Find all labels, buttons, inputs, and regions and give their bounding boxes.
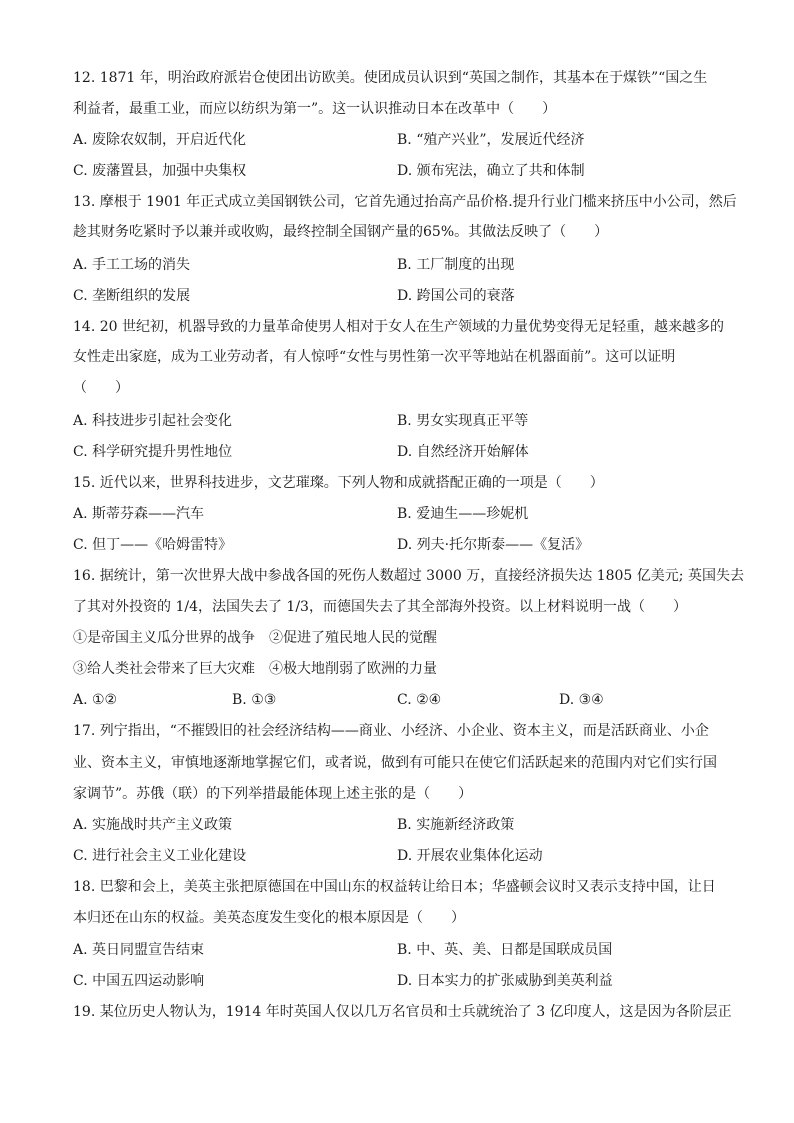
q17-stem-line1: 17. 列宁指出，“不摧毁旧的社会经济结构——商业、小经济、小企业、资本主义，而是活跃商业、小企 — [73, 723, 709, 739]
q12-option-b[interactable]: B. “殖产兴业”，发展近代经济 — [397, 132, 585, 148]
q18-stem-line2: 本归还在山东的权益。美英态度发生变化的根本原因是（ ） — [73, 910, 465, 926]
q16-option-c[interactable]: C. ②④ — [397, 692, 442, 708]
q18-option-d[interactable]: D. 日本实力的扩张威胁到美英利益 — [397, 973, 613, 989]
q18-option-c[interactable]: C. 中国五四运动影响 — [73, 973, 205, 989]
q17-stem-line2: 业、资本主义，审慎地逐渐地掌握它们，或者说，做到有可能只在使它们活跃起来的范围内对它们实行国 — [73, 755, 717, 771]
q17-option-b[interactable]: B. 实施新经济政策 — [397, 817, 515, 833]
q17-option-d[interactable]: D. 开展农业集体化运动 — [397, 848, 543, 864]
q12-option-a[interactable]: A. 废除农奴制，开启近代化 — [73, 132, 247, 148]
q15-option-d[interactable]: D. 列夫·托尔斯泰——《复活》 — [397, 537, 590, 553]
q18-option-b[interactable]: B. 中、英、美、日都是国联成员国 — [397, 942, 613, 958]
q16-statement-line2: ③给人类社会带来了巨大灾难 ④极大地削弱了欧洲的力量 — [73, 661, 437, 677]
q14-stem-line3: （ ） — [73, 380, 129, 396]
q19-stem-line1: 19. 某位历史人物认为，1914 年时英国人仅以几万名官员和士兵就统治了 3 亿印度人，这是因为各阶层正 — [73, 1004, 732, 1020]
q16-option-b[interactable]: B. ①③ — [232, 692, 277, 708]
q14-option-a[interactable]: A. 科技进步引起社会变化 — [73, 413, 233, 429]
q13-option-c[interactable]: C. 垄断组织的发展 — [73, 288, 191, 304]
q15-option-c[interactable]: C. 但丁——《哈姆雷特》 — [73, 537, 233, 553]
q16-stem-line1: 16. 据统计，第一次世界大战中参战各国的死伤人数超过 3000 万，直接经济损失达 1805 亿美元; 英国失去 — [73, 568, 744, 584]
q13-stem-line2: 趁其财务吃紧时予以兼并或收购，最终控制全国钢产量的65%。其做法反映了（ ） — [73, 224, 609, 240]
q17-option-c[interactable]: C. 进行社会主义工业化建设 — [73, 848, 247, 864]
q12-stem-line1: 12. 1871 年，明治政府派岩仓使团出访欧美。使团成员认识到“英国之制作，其基本在于煤铁”“国之生 — [73, 70, 708, 86]
q17-option-a[interactable]: A. 实施战时共产主义政策 — [73, 817, 233, 833]
q12-stem-line2: 利益者，最重工业，而应以纺织为第一”。这一认识推动日本在改革中（ ） — [73, 101, 557, 117]
q15-option-b[interactable]: B. 爱迪生——珍妮机 — [397, 506, 529, 522]
q18-option-a[interactable]: A. 英日同盟宣告结束 — [73, 942, 205, 958]
q17-stem-line3: 家调节”。苏俄（联）的下列举措最能体现上述主张的是（ ） — [73, 786, 473, 802]
q14-option-c[interactable]: C. 科学研究提升男性地位 — [73, 444, 233, 460]
q14-option-d[interactable]: D. 自然经济开始解体 — [397, 444, 529, 460]
q14-option-b[interactable]: B. 男女实现真正平等 — [397, 413, 529, 429]
q14-stem-line2: 女性走出家庭，成为工业劳动者，有人惊呼“女性与男性第一次平等地站在机器面前”。这可以证明 — [73, 349, 676, 365]
q12-option-c[interactable]: C. 废藩置县，加强中央集权 — [73, 163, 247, 179]
q15-stem-line1: 15. 近代以来，世界科技进步，文艺璀璨。下列人物和成就搭配正确的一项是（ ） — [73, 475, 604, 491]
q16-option-a[interactable]: A. ①② — [73, 692, 118, 708]
q14-stem-line1: 14. 20 世纪初，机器导致的力量革命使男人相对于女人在生产领域的力量优势变得无足轻重，越来越多的 — [73, 319, 724, 335]
q13-option-a[interactable]: A. 手工工场的消失 — [73, 257, 191, 273]
q16-option-d[interactable]: D. ③④ — [559, 692, 604, 708]
q15-option-a[interactable]: A. 斯蒂芬森——汽车 — [73, 506, 205, 522]
q16-stem-line2: 了其对外投资的 1/4，法国失去了 1/3，而德国失去了其全部海外投资。以上材料说明一战（ ） — [73, 599, 687, 615]
q12-option-d[interactable]: D. 颁布宪法，确立了共和体制 — [397, 163, 585, 179]
q13-option-b[interactable]: B. 工厂制度的出现 — [397, 257, 515, 273]
q13-option-d[interactable]: D. 跨国公司的衰落 — [397, 288, 515, 304]
q13-stem-line1: 13. 摩根于 1901 年正式成立美国钢铁公司，它首先通过抬高产品价格.提升行业门槛来挤压中小公司，然后 — [73, 194, 737, 210]
q18-stem-line1: 18. 巴黎和会上，美英主张把原德国在中国山东的权益转让给日本；华盛顿会议时又表示支持中国，让日 — [73, 879, 716, 895]
q16-statement-line1: ①是帝国主义瓜分世界的战争 ②促进了殖民地人民的觉醒 — [73, 630, 437, 646]
